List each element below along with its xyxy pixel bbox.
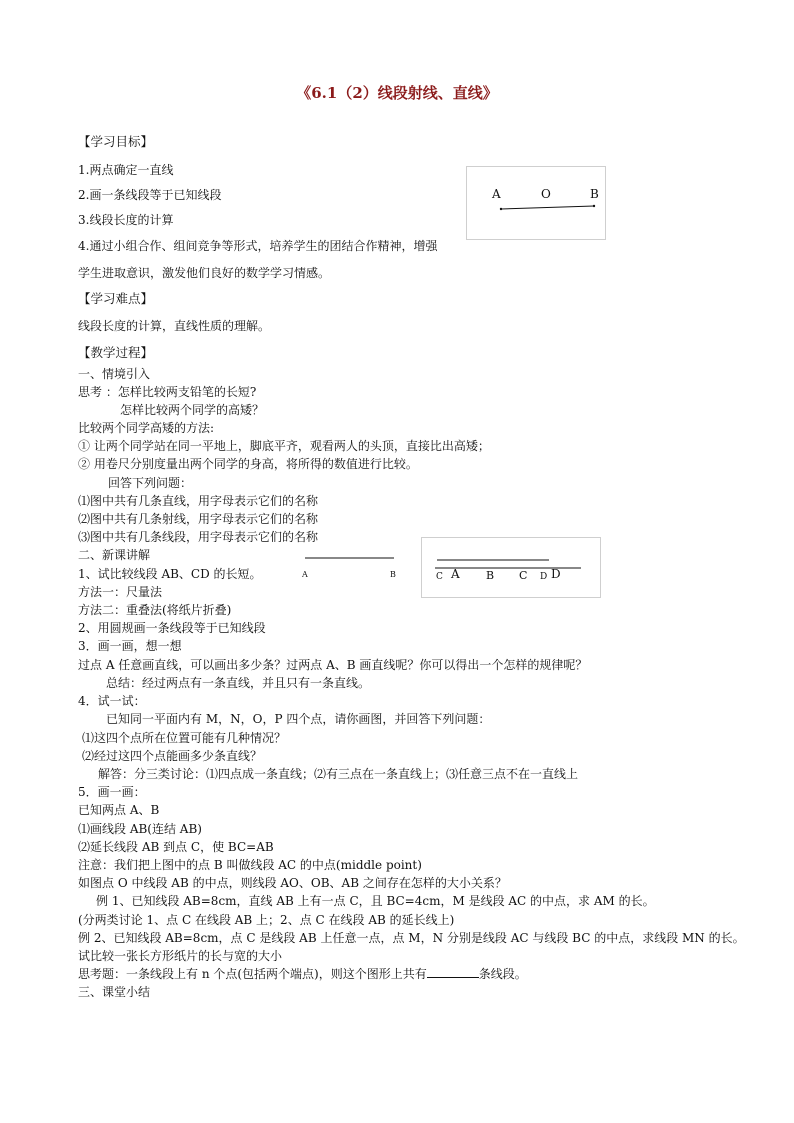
fig2-label-b: B	[390, 570, 396, 579]
fig3-label-c1: C	[436, 572, 443, 582]
goal-item: 3.线段长度的计算	[78, 213, 174, 227]
process-heading: 【教学过程】	[78, 345, 154, 360]
text-line: 二、新课讲解	[78, 548, 151, 562]
goal-item: 1.两点确定一直线	[78, 163, 174, 177]
text-line: 5．画一画：	[78, 785, 146, 799]
thinking-question-text: 思考题：一条线段上有 n 个点(包括两个端点)，则这个图形上共有	[78, 967, 427, 981]
thinking-question-suffix: 条线段。	[478, 967, 527, 981]
fig3-label-d1: D	[540, 572, 548, 582]
text-line: 3．画一画，想一想	[78, 639, 182, 653]
text-line: 1、试比较线段 AB、CD 的长短。	[78, 567, 262, 581]
difficulty-text: 线段长度的计算，直线性质的理解。	[78, 319, 271, 333]
text-line: ⑵图中共有几条射线，用字母表示它们的名称	[78, 512, 319, 526]
text-line: 注意：我们把上图中的点 B 叫做线段 AC 的中点(middle point)	[78, 858, 422, 872]
text-line: 回答下列问题：	[108, 476, 193, 490]
goals-heading: 【学习目标】	[78, 134, 154, 149]
fig3-label-d2: D	[551, 567, 561, 581]
text-line: 已知两点 A、B	[78, 803, 160, 817]
goal-item: 学生进取意识，激发他们良好的数学学习情感。	[78, 266, 331, 280]
figure-ab-segment	[298, 550, 408, 580]
figure-aob	[466, 166, 606, 240]
text-line: ⑵延长线段 AB 到点 C，使 BC=AB	[78, 840, 274, 854]
page-title: 《6.1（2）线段射线、直线》	[296, 84, 498, 102]
difficulty-heading: 【学习难点】	[78, 291, 154, 306]
fig3-label-c2: C	[519, 569, 528, 582]
text-line: 总结：经过两点有一条直线，并且只有一条直线。	[106, 676, 371, 690]
text-line: 怎样比较两个同学的高矮？	[120, 403, 265, 417]
text-line: 例 2、已知线段 AB=8cm，点 C 是线段 AB 上任意一点，点 M，N 分别是线段 AC 与线段 BC 的中点，求线段 MN 的长。	[78, 931, 745, 945]
text-line: 如图点 O 中线段 AB 的中点，则线段 AO、OB、AB 之间存在怎样的大小关系？	[78, 876, 507, 890]
fig1-label-a: A	[492, 187, 501, 201]
answer-blank	[427, 966, 479, 978]
text-line: 2、用圆规画一条线段等于已知线段	[78, 621, 266, 635]
goal-item: 2.画一条线段等于已知线段	[78, 188, 222, 202]
text-line: ② 用卷尺分别度量出两个同学的身高，将所得的数值进行比较。	[78, 457, 418, 471]
text-line: ⑶图中共有几条线段，用字母表示它们的名称	[78, 530, 319, 544]
text-line: ⑴图中共有几条直线，用字母表示它们的名称	[78, 494, 319, 508]
fig1-label-o: O	[541, 187, 551, 201]
text-line: 三、课堂小结	[78, 985, 151, 999]
text-line: 比较两个同学高矮的方法:	[78, 421, 215, 435]
text-line: 例 1、已知线段 AB=8cm，直线 AB 上有一点 C，且 BC=4cm，M 是线段 AC 的中点，求 AM 的长。	[96, 894, 655, 908]
text-line: 试比较一张长方形纸片的长与宽的大小	[78, 949, 283, 963]
text-line: 方法二：重叠法(将纸片折叠)	[78, 603, 232, 617]
text-line: 解答：分三类讨论：⑴四点成一条直线；⑵有三点在一条直线上；⑶任意三点不在一直线上	[98, 767, 579, 781]
text-line: ⑵经过这四个点能画多少条直线？	[82, 749, 263, 763]
text-line: ① 让两个同学站在同一平地上，脚底平齐，观看两人的头顶，直接比出高矮；	[78, 439, 490, 453]
text-line: 过点 A 任意画直线，可以画出多少条？过两点 A、B 画直线呢？你可以得出一个怎样的规律呢？	[78, 658, 588, 672]
fig3-label-b: B	[486, 569, 495, 582]
goal-item: 4.通过小组合作、组间竞争等形式，培养学生的团结合作精神，增强	[78, 239, 438, 253]
text-line: 已知同一平面内有 M，N，O，P 四个点，请你画图，并回答下列问题：	[106, 712, 491, 726]
text-line: 思考 ：怎样比较两支铅笔的长短?	[78, 385, 257, 399]
text-line: 方法一：尺量法	[78, 585, 163, 599]
thinking-question	[78, 966, 527, 982]
fig1-label-b: B	[590, 187, 599, 201]
text-line: 一、情境引入	[78, 367, 151, 381]
figure-line-cabcd	[421, 537, 601, 598]
fig3-label-a: A	[451, 567, 460, 581]
text-line: ⑴这四个点所在位置可能有几种情况？	[82, 731, 287, 745]
text-line: (分两类讨论 1、点 C 在线段 AB 上；2、点 C 在线段 AB 的延长线上)	[78, 913, 455, 927]
text-line: 4．试一试：	[78, 694, 146, 708]
text-line: ⑴画线段 AB(连结 AB)	[78, 822, 202, 836]
fig2-label-a: A	[302, 570, 308, 579]
